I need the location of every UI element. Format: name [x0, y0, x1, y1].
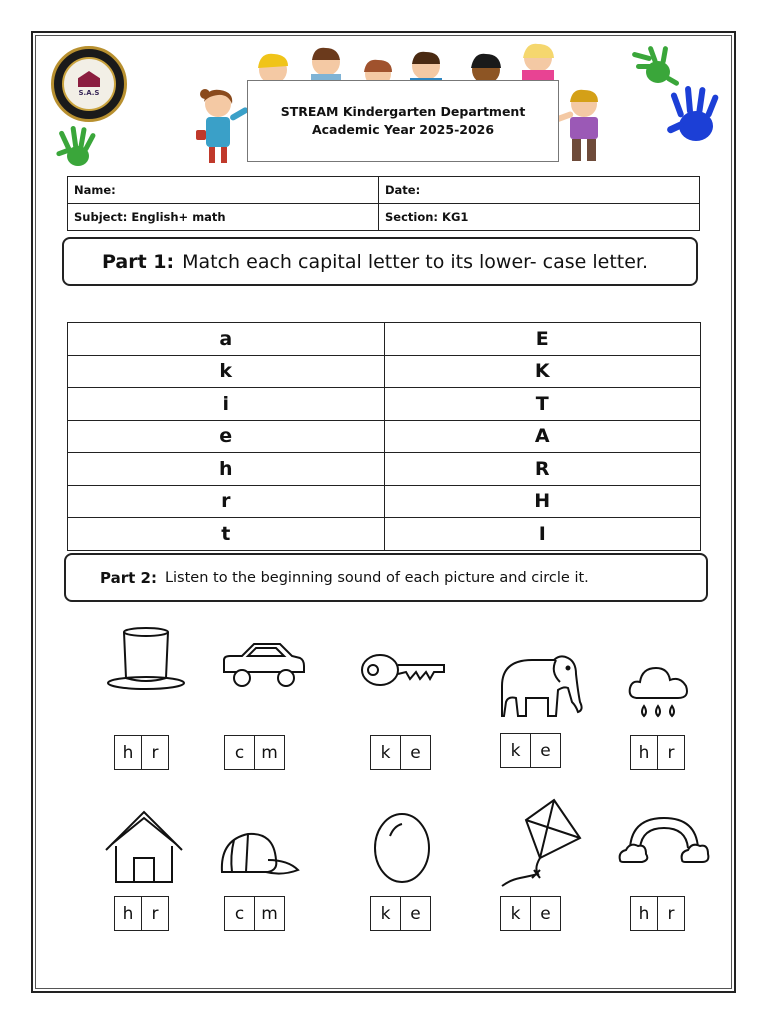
- house-icon: [104, 810, 184, 884]
- blue-handprint-icon: [666, 84, 726, 148]
- logo-text: S.A.S: [78, 89, 100, 97]
- choice-option[interactable]: c: [234, 742, 245, 763]
- answer-choices: [370, 896, 431, 931]
- answer-choices: [630, 735, 685, 770]
- choice-option[interactable]: k: [510, 740, 521, 761]
- table-row: [68, 453, 701, 486]
- answer-choices: [370, 735, 431, 770]
- answer-choices: [224, 735, 285, 770]
- part1-instruction-box: [62, 237, 698, 286]
- choice-option[interactable]: e: [530, 734, 560, 767]
- hat-icon: [106, 626, 186, 696]
- answer-choices: [630, 896, 685, 931]
- choice-option[interactable]: h: [122, 903, 134, 924]
- letter-match-table: [67, 322, 701, 551]
- choice-option[interactable]: m: [254, 897, 284, 930]
- egg-icon: [372, 808, 432, 884]
- table-row: [68, 323, 701, 356]
- uppercase-letter[interactable]: A: [384, 420, 701, 453]
- choice-option[interactable]: h: [122, 742, 134, 763]
- car-icon: [220, 642, 306, 690]
- answer-choices: [500, 733, 561, 768]
- answer-choices: [114, 896, 169, 931]
- choice-option[interactable]: k: [380, 742, 391, 763]
- lowercase-letter[interactable]: e: [68, 420, 385, 453]
- lowercase-letter[interactable]: r: [68, 485, 385, 518]
- cap-icon: [218, 830, 302, 880]
- uppercase-letter[interactable]: E: [384, 323, 701, 356]
- rainbow-icon: [618, 814, 710, 870]
- uppercase-letter[interactable]: H: [384, 485, 701, 518]
- lowercase-letter[interactable]: h: [68, 453, 385, 486]
- school-logo: [51, 46, 127, 122]
- part1-instruction: Match each capital letter to its lower- case letter.: [182, 250, 649, 273]
- uppercase-letter[interactable]: I: [384, 518, 701, 551]
- part1-label: Part 1:: [102, 250, 175, 273]
- choice-option[interactable]: k: [380, 903, 391, 924]
- answer-choices: [114, 735, 169, 770]
- choice-option[interactable]: h: [638, 903, 650, 924]
- academic-year: Academic Year 2025-2026: [311, 122, 495, 137]
- choice-option[interactable]: k: [510, 903, 521, 924]
- section-field: Section: KG1: [379, 204, 700, 231]
- answer-choices: [500, 896, 561, 931]
- department-title: STREAM Kindergarten Department: [280, 104, 526, 119]
- header-banner: [247, 80, 559, 162]
- table-row: [68, 355, 701, 388]
- choice-option[interactable]: c: [234, 903, 245, 924]
- choice-option[interactable]: e: [400, 736, 430, 769]
- key-icon: [360, 652, 446, 692]
- kite-icon: [500, 798, 584, 888]
- choice-option[interactable]: r: [657, 736, 684, 769]
- choice-option[interactable]: m: [254, 736, 284, 769]
- uppercase-letter[interactable]: T: [384, 388, 701, 421]
- part2-instruction: Listen to the beginning sound of each picture and circle it.: [164, 569, 589, 586]
- student-info-table: [67, 176, 700, 231]
- lowercase-letter[interactable]: t: [68, 518, 385, 551]
- lowercase-letter[interactable]: i: [68, 388, 385, 421]
- name-field[interactable]: Name:: [68, 177, 379, 204]
- choice-option[interactable]: r: [141, 897, 168, 930]
- table-row: [68, 388, 701, 421]
- date-field[interactable]: Date:: [379, 177, 700, 204]
- uppercase-letter[interactable]: K: [384, 355, 701, 388]
- choice-option[interactable]: e: [400, 897, 430, 930]
- table-row: [68, 420, 701, 453]
- subject-field: Subject: English+ math: [68, 204, 379, 231]
- choice-option[interactable]: r: [657, 897, 684, 930]
- rain-cloud-icon: [626, 660, 692, 720]
- lowercase-letter[interactable]: k: [68, 355, 385, 388]
- choice-option[interactable]: e: [530, 897, 560, 930]
- table-row: [68, 518, 701, 551]
- answer-choices: [224, 896, 285, 931]
- lowercase-letter[interactable]: a: [68, 323, 385, 356]
- table-row: [68, 485, 701, 518]
- part2-instruction-box: [64, 553, 708, 602]
- part2-label: Part 2:: [100, 568, 157, 587]
- uppercase-letter[interactable]: R: [384, 453, 701, 486]
- choice-option[interactable]: r: [141, 736, 168, 769]
- choice-option[interactable]: h: [638, 742, 650, 763]
- elephant-icon: [498, 652, 588, 720]
- green-handprint-icon: [54, 124, 102, 172]
